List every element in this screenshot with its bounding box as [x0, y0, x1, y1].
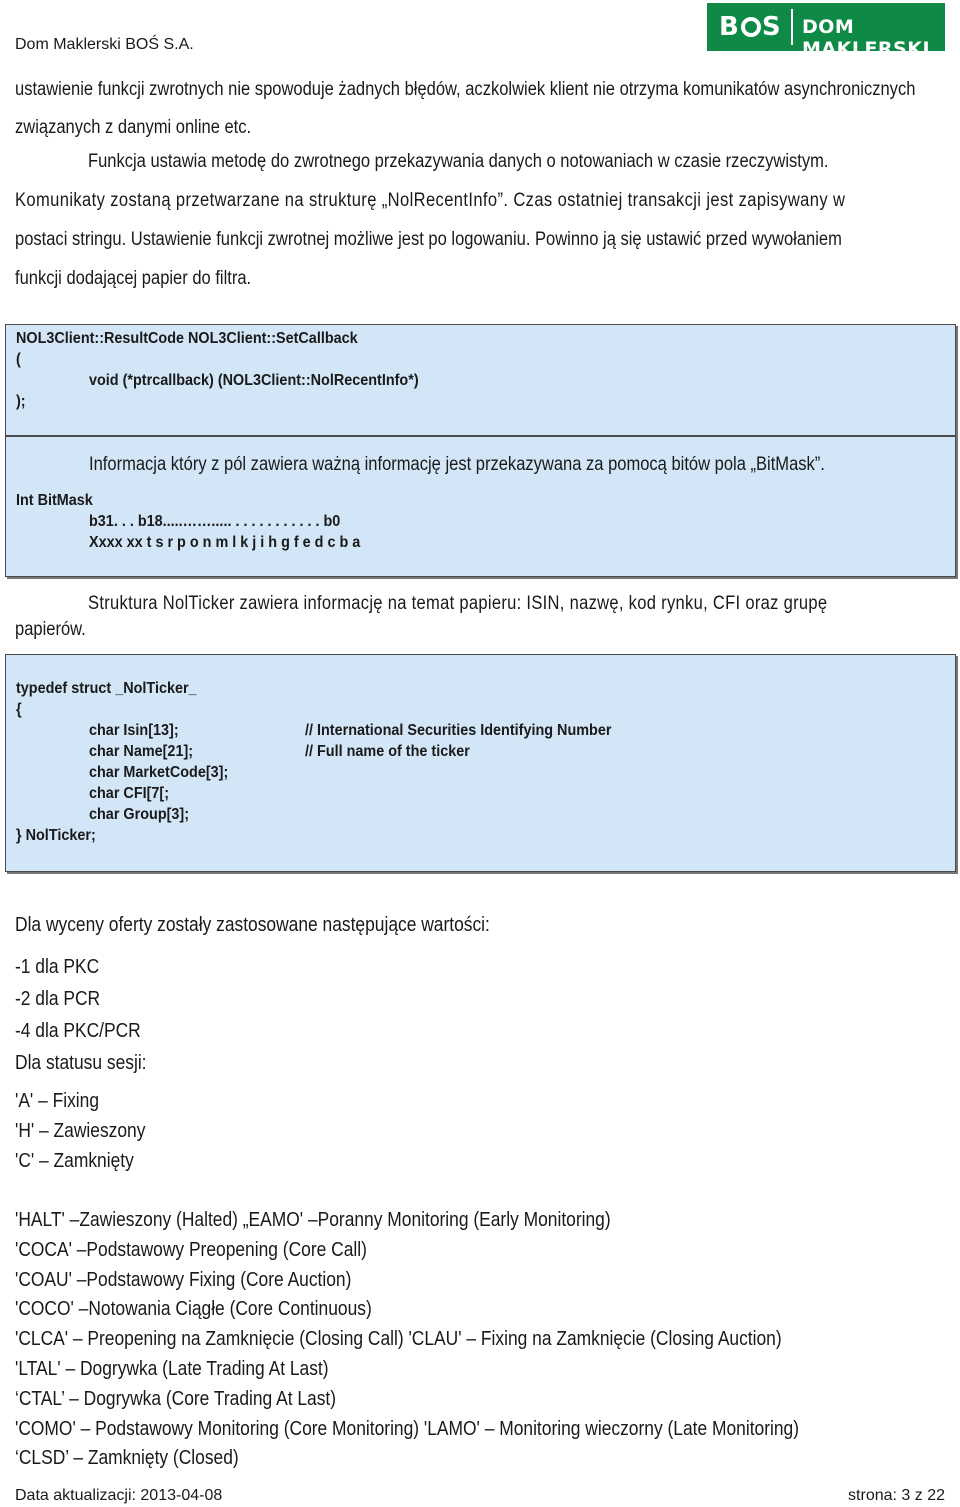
bitmask-decl: Int BitMask [16, 492, 93, 509]
intro-line: ustawienie funkcji zwrotnych nie spowoduje żadnych błędów, aczkolwiek klient nie otrzyma komunikatów asynchronicznych [15, 79, 916, 100]
code-box-nolticker [5, 654, 956, 872]
offer-value: -2 dla PCR [15, 988, 101, 1010]
phase-item: ‘CTAL’ – Dogrywka (Core Trading At Last) [15, 1388, 337, 1410]
code-field: char MarketCode[3]; [89, 764, 229, 781]
session-status: 'C' – Zamknięty [15, 1150, 134, 1172]
phase-item: 'COCA' –Podstawowy Preopening (Core Call) [15, 1239, 367, 1261]
recent-line: Komunikaty zostaną przetwarzane na strukturę „NolRecentInfo”. Czas ostatniej transakcji jest zapisywany w [15, 190, 846, 211]
code-open-paren: ( [16, 351, 21, 368]
code-open-brace: { [16, 701, 22, 718]
code-typedef: typedef struct _NolTicker_ [16, 680, 197, 697]
code-box-setcallback [5, 324, 956, 436]
phase-item: 'HALT' –Zawieszony (Halted) „EAMO' –Poranny Monitoring (Early Monitoring) [15, 1209, 611, 1231]
values-intro: Dla wyceny oferty zostały zastosowane następujące wartości: [15, 914, 490, 936]
logo-separator [791, 9, 793, 45]
recent-line: postaci stringu. Ustawienie funkcji zwrotnej możliwe jest po logowaniu. Powinno ją się ustawić przed wywołaniem [15, 229, 842, 250]
session-status: 'A' – Fixing [15, 1090, 100, 1112]
code-field: char Group[3]; [89, 806, 190, 823]
offer-value: -4 dla PKC/PCR [15, 1020, 141, 1042]
code-signature: NOL3Client::ResultCode NOL3Client::SetCallback [16, 330, 358, 347]
code-field: char CFI[7[; [89, 785, 170, 802]
code-box-bitmask [5, 436, 956, 577]
phase-item: ‘CLSD’ – Zamknięty (Closed) [15, 1447, 239, 1469]
code-field: char Name[21]; [89, 743, 194, 760]
phase-item: 'CLCA' – Preopening na Zamknięcie (Closing Call) 'CLAU' – Fixing na Zamknięcie (Closing Auction) [15, 1328, 782, 1350]
session-intro: Dla statusu sesji: [15, 1052, 147, 1074]
update-date: Data aktualizacji: 2013-04-08 [15, 1487, 223, 1504]
phase-item: 'LTAL' – Dogrywka (Late Trading At Last) [15, 1358, 329, 1380]
bitmask-letters: Xxxx xx t s r p o n m l k j i h g f e d c b a [89, 534, 361, 551]
code-close-brace: } NolTicker; [16, 827, 96, 844]
code-comment: // International Securities Identifying Number [305, 722, 612, 739]
intro-line: związanych z danymi online etc. [15, 117, 252, 138]
session-status: 'H' – Zawieszony [15, 1120, 146, 1142]
code-close-paren: ); [16, 393, 26, 410]
logo-text: DOM MAKLERSKI [802, 16, 931, 60]
code-comment: // Full name of the ticker [305, 743, 470, 760]
offer-value: -1 dla PKC [15, 956, 100, 978]
phase-item: 'COMO' – Podstawowy Monitoring (Core Monitoring) 'LAMO' – Monitoring wieczorny (Late Monitoring) [15, 1418, 800, 1440]
page-number: strona: 3 z 22 [848, 1487, 945, 1504]
company-name: Dom Maklerski BOŚ S.A. [15, 36, 194, 53]
ticker-intro-line: papierów. [15, 619, 86, 640]
recent-line: Funkcja ustawia metodę do zwrotnego przekazywania danych o notowaniach w czasie rzeczywistym. [88, 151, 829, 172]
recent-line: funkcji dodającej papier do filtra. [15, 268, 252, 289]
ticker-intro-line: Struktura NolTicker zawiera informację na temat papieru: ISIN, nazwę, kod rynku, CFI oraz grupę [88, 593, 828, 614]
bitmask-bits: b31. . . b18.....……..... . . . . . . . . . . . b0 [89, 513, 341, 530]
code-param: void (*ptrcallback) (NOL3Client::NolRecentInfo*) [89, 372, 419, 389]
company-logo [707, 3, 945, 60]
logo-bos: B S [719, 12, 782, 42]
phase-item: 'COCO' –Notowania Ciągłe (Core Continuous) [15, 1298, 372, 1320]
phase-item: 'COAU' –Podstawowy Fixing (Core Auction) [15, 1269, 352, 1291]
code-field: char Isin[13]; [89, 722, 179, 739]
bitmask-description: Informacja który z pól zawiera ważną informację jest przekazywana za pomocą bitów pola „BitMask”. [89, 454, 825, 475]
